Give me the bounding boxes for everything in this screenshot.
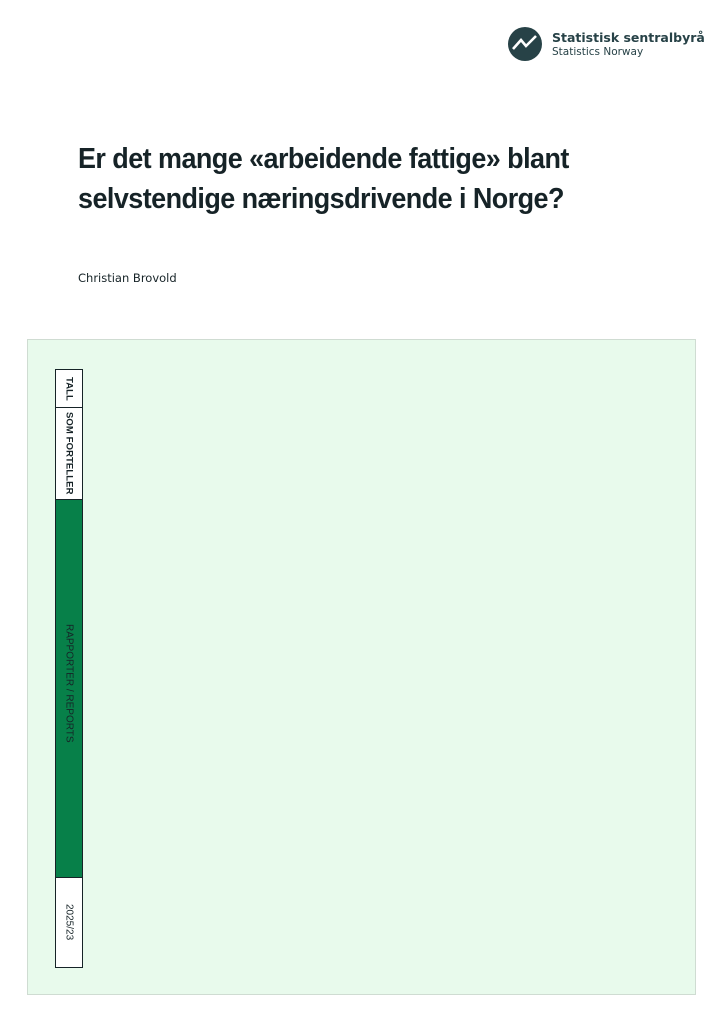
- spine-segment-som-forteller: [56, 408, 82, 500]
- spine-segment-number: [56, 878, 82, 967]
- report-spine: [55, 369, 83, 968]
- spine-label-number: 2025/23: [63, 904, 75, 941]
- spine-segment-tall: [56, 370, 82, 408]
- title-line-1: Er det mange «arbeidende fattige» blant: [78, 143, 569, 175]
- logo-name: Statistisk sentralbyrå: [552, 29, 705, 45]
- title-line-2: selvstendige næringsdrivende i Norge?: [78, 183, 564, 215]
- spine-segment-series: [56, 500, 82, 878]
- author-name: Christian Brovold: [78, 271, 177, 285]
- logo-subtitle: Statistics Norway: [552, 45, 644, 58]
- report-title: [78, 139, 636, 219]
- ssb-logo[interactable]: [507, 26, 705, 62]
- cover-panel: [27, 339, 696, 995]
- spine-label-tall: TALL: [63, 376, 75, 401]
- logo-text: [552, 30, 705, 59]
- ssb-logo-icon: [507, 26, 543, 62]
- spine-label-series: RAPPORTER / REPORTS: [63, 624, 75, 743]
- spine-label-som-forteller: SOM FORTELLER: [63, 412, 75, 495]
